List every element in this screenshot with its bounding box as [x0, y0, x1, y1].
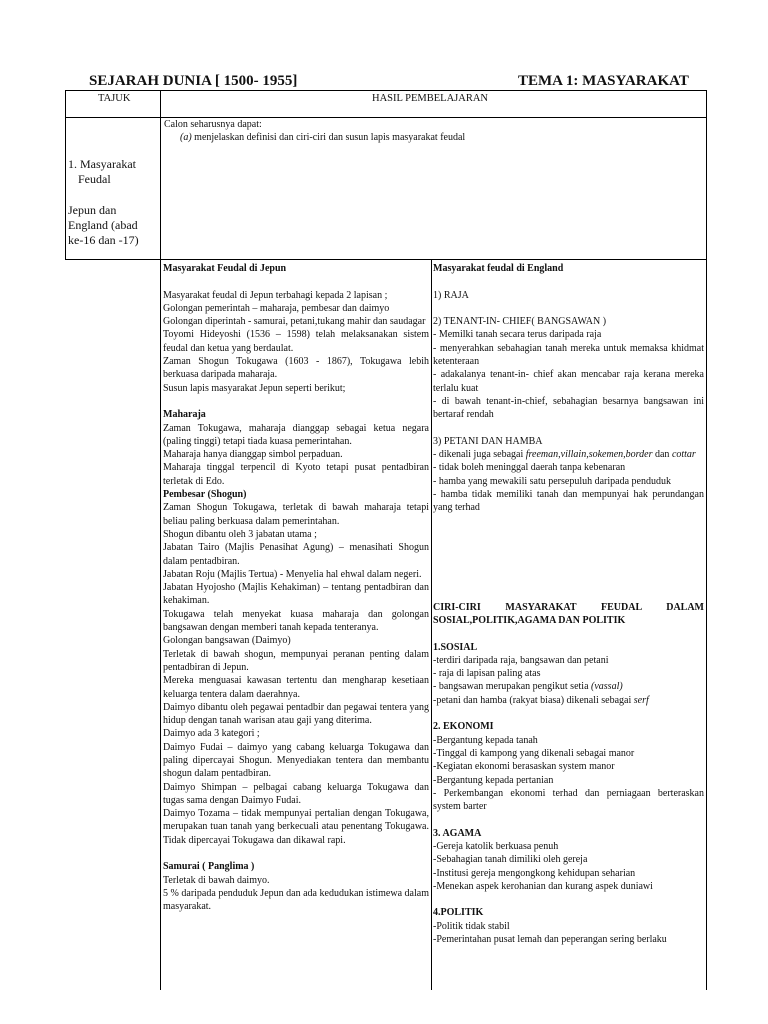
tajuk-line: Feudal	[78, 172, 111, 186]
japan-column	[163, 262, 429, 914]
japan-paragraph: Toyomi Hideyoshi (1536 – 1598) telah melaksanakan sistem feudal dan ketua yang berdaulat.	[163, 329, 429, 354]
table-col-divider	[160, 90, 161, 990]
japan-paragraph: Terletak di bawah daimyo.	[163, 874, 270, 886]
japan-paragraph: Zaman Shogun Tokugawa (1603 - 1867), Tokugawa lebih berkuasa daripada maharaja.	[163, 356, 429, 381]
england-paragraph: -Tinggal di kampong yang dikenali sebagai manor	[433, 747, 635, 759]
column-header-tajuk: TAJUK	[98, 93, 131, 104]
shogun-heading: Pembesar (Shogun)	[163, 489, 247, 501]
tajuk-line: England (abad	[68, 218, 138, 232]
england-paragraph: - di bawah tenant-in-chief, sebahagian besarnya bangsawan ini bertaraf rendah	[433, 395, 704, 421]
samurai-heading: Samurai ( Panglima )	[163, 861, 255, 873]
tajuk-line: ke-16 dan -17)	[68, 233, 139, 247]
england-paragraph: -petani dan hamba (rakyat biasa) dikenali sebagai serf	[433, 694, 649, 706]
table-right-border	[706, 90, 707, 990]
sosial-heading: 1.SOSIAL	[433, 641, 478, 653]
england-column	[433, 262, 704, 946]
ekonomi-heading: 2. EKONOMI	[433, 721, 494, 733]
england-paragraph: -Menekan aspek kerohanian dan kurang aspek duniawi	[433, 880, 653, 892]
japan-paragraph: Jabatan Hyojosho (Majlis Kehakiman) – tentang pentadbiran dan kehakiman.	[163, 582, 429, 607]
japan-paragraph: Golongan bangsawan (Daimyo)	[163, 635, 291, 647]
tajuk-line: Jepun dan	[68, 203, 117, 217]
japan-paragraph: Golongan pemerintah – maharaja, pembesar dan daimyo	[163, 302, 390, 314]
england-paragraph: - tidak boleh meninggal daerah tanpa kebenaran	[433, 462, 626, 474]
england-paragraph: - dikenali juga sebagai freeman,villain,sokemen,border dan cottar	[433, 449, 696, 461]
england-paragraph: - adakalanya tenant-in- chief akan mencabar raja kerana mereka terlalu kuat	[433, 369, 704, 394]
japan-paragraph: Shogun dibantu oleh 3 jabatan utama ;	[163, 528, 317, 540]
england-paragraph: - hamba yang mewakili satu persepuluh daripada penduduk	[433, 475, 671, 487]
japan-paragraph: Mereka menguasai kawasan tertentu dan mengharap kesetiaan keluarga tentera dalam daerahnya.	[163, 675, 429, 700]
japan-paragraph: Maharaja tinggal terpencil di Kyoto tetapi pusat pentadbiran terletak di Edo.	[163, 462, 429, 487]
england-paragraph: - raja di lapisan paling atas	[433, 668, 541, 680]
japan-paragraph: Daimyo ada 3 kategori ;	[163, 728, 260, 740]
japan-paragraph: 5 % daripada penduduk Jepun dan ada kedudukan istimewa dalam masyarakat.	[163, 887, 429, 913]
japan-paragraph: Terletak di bawah shogun, mempunyai peranan penting dalam pentadbiran di Jepun.	[163, 648, 429, 673]
document-title: SEJARAH DUNIA [ 1500- 1955]	[89, 73, 298, 89]
outcome-a-text: menjelaskan definisi dan ciri-ciri dan susun lapis masyarakat feudal	[194, 132, 466, 144]
agama-heading: 3. AGAMA	[433, 827, 482, 839]
tajuk-cell	[68, 157, 158, 248]
content-col-divider	[431, 259, 432, 990]
england-paragraph: -Bergantung kepada tanah	[433, 734, 538, 746]
table-row-divider	[65, 259, 706, 260]
table-top-border	[65, 90, 706, 91]
petani-heading: 3) PETANI DAN HAMBA	[433, 435, 543, 447]
japan-paragraph: Daimyo dibantu oleh pegawai pentadbir dan pegawai tentera yang hidup dengan tanah warisan atau gaji yang diterima.	[163, 701, 429, 727]
ciri-heading: CIRI-CIRI MASYARAKAT FEUDAL DALAM SOSIAL,POLITIK,AGAMA DAN POLITIK	[433, 601, 704, 626]
japan-title: Masyarakat Feudal di Jepun	[163, 263, 287, 274]
politik-heading: 4.POLITIK	[433, 907, 484, 919]
england-paragraph: -Gereja katolik berkuasa penuh	[433, 840, 559, 852]
japan-paragraph: Zaman Tokugawa, maharaja dianggap sebagai ketua negara (paling tinggi) tetapi tiada kuasa pemerintahan.	[163, 422, 429, 447]
japan-paragraph: Golongan diperintah - samurai, petani,tukang mahir dan saudagar	[163, 316, 426, 328]
japan-paragraph: Maharaja hanya dianggap simbol perpaduan.	[163, 449, 343, 461]
england-paragraph: -Institusi gereja mengongkong kehidupan seharian	[433, 867, 636, 879]
theme-title: TEMA 1: MASYARAKAT	[518, 73, 689, 89]
england-paragraph: -Politik tidak stabil	[433, 920, 510, 932]
raja-heading: 1) RAJA	[433, 289, 469, 301]
england-paragraph: -terdiri daripada raja, bangsawan dan petani	[433, 654, 609, 666]
japan-paragraph: Daimyo Tozama – tidak mempunyai pertalian dengan Tokugawa, merupakan tuan tanah yang berkecuali atau penentang Tokugawa. Tidak dipercayai Tokugawa dan dikawal rapi.	[163, 808, 429, 846]
japan-paragraph: Daimyo Shimpan – pelbagai cabang keluarga Tokugawa dan tugas sama dengan Daimyo Fudai.	[163, 781, 429, 806]
japan-paragraph: Jabatan Tairo (Majlis Penasihat Agung) – menasihati Shogun dalam pentadbiran.	[163, 542, 429, 567]
maharaja-heading: Maharaja	[163, 409, 206, 421]
tenant-heading: 2) TENANT-IN- CHIEF( BANGSAWAN )	[433, 316, 607, 328]
england-paragraph: - Perkembangan ekonomi terhad dan perniagaan berteraskan system barter	[433, 787, 704, 813]
england-paragraph: -Kegiatan ekonomi berasaskan system manor	[433, 761, 615, 773]
japan-paragraph: Susun lapis masyarakat Jepun seperti berikut;	[163, 382, 346, 394]
england-paragraph: - hamba tidak memiliki tanah dan mempunyai hak perundangan yang terhad	[433, 489, 704, 514]
england-title: Masyarakat feudal di England	[433, 263, 564, 274]
japan-paragraph: Masyarakat feudal di Jepun terbahagi kepada 2 lapisan ;	[163, 289, 388, 301]
japan-paragraph: Tokugawa telah menyekat kuasa maharaja dan golongan bangsawan dengan memberi tanah kepada tenteranya.	[163, 608, 429, 634]
column-header-hasil-pembelajaran: HASIL PEMBELAJARAN	[372, 93, 488, 104]
england-paragraph: - bangsawan merupakan pengikut setia (vassal)	[433, 681, 623, 693]
england-paragraph: -Pemerintahan pusat lemah dan peperangan sering berlaku	[433, 934, 667, 946]
england-paragraph: - Memilki tanah secara terus daripada raja	[433, 329, 602, 341]
england-paragraph: - menyerahkan sebahagian tanah mereka untuk memaksa khidmat ketenteraan	[433, 342, 704, 368]
england-paragraph: -Sebahagian tanah dimiliki oleh gereja	[433, 854, 588, 866]
japan-paragraph: Daimyo Fudai – daimyo yang cabang keluarga Tokugawa dan paling dipercayai Shogun. Menyediakan tentera dan membantu shogun dalam pentadbiran.	[163, 741, 429, 780]
outcome-a-label: (a)	[180, 132, 192, 144]
outcome-intro: Calon seharusnya dapat:	[164, 119, 262, 130]
tajuk-line: 1. Masyarakat	[68, 157, 136, 171]
outcome-cell	[164, 118, 694, 145]
england-paragraph: -Bergantung kepada pertanian	[433, 774, 554, 786]
japan-paragraph: Zaman Shogun Tokugawa, terletak di bawah maharaja tetapi beliau paling berkuasa dalam pemerintahan.	[163, 502, 429, 527]
table-left-border	[65, 90, 66, 259]
japan-paragraph: Jabatan Roju (Majlis Tertua) - Menyelia hal ehwal dalam negeri.	[163, 568, 422, 580]
